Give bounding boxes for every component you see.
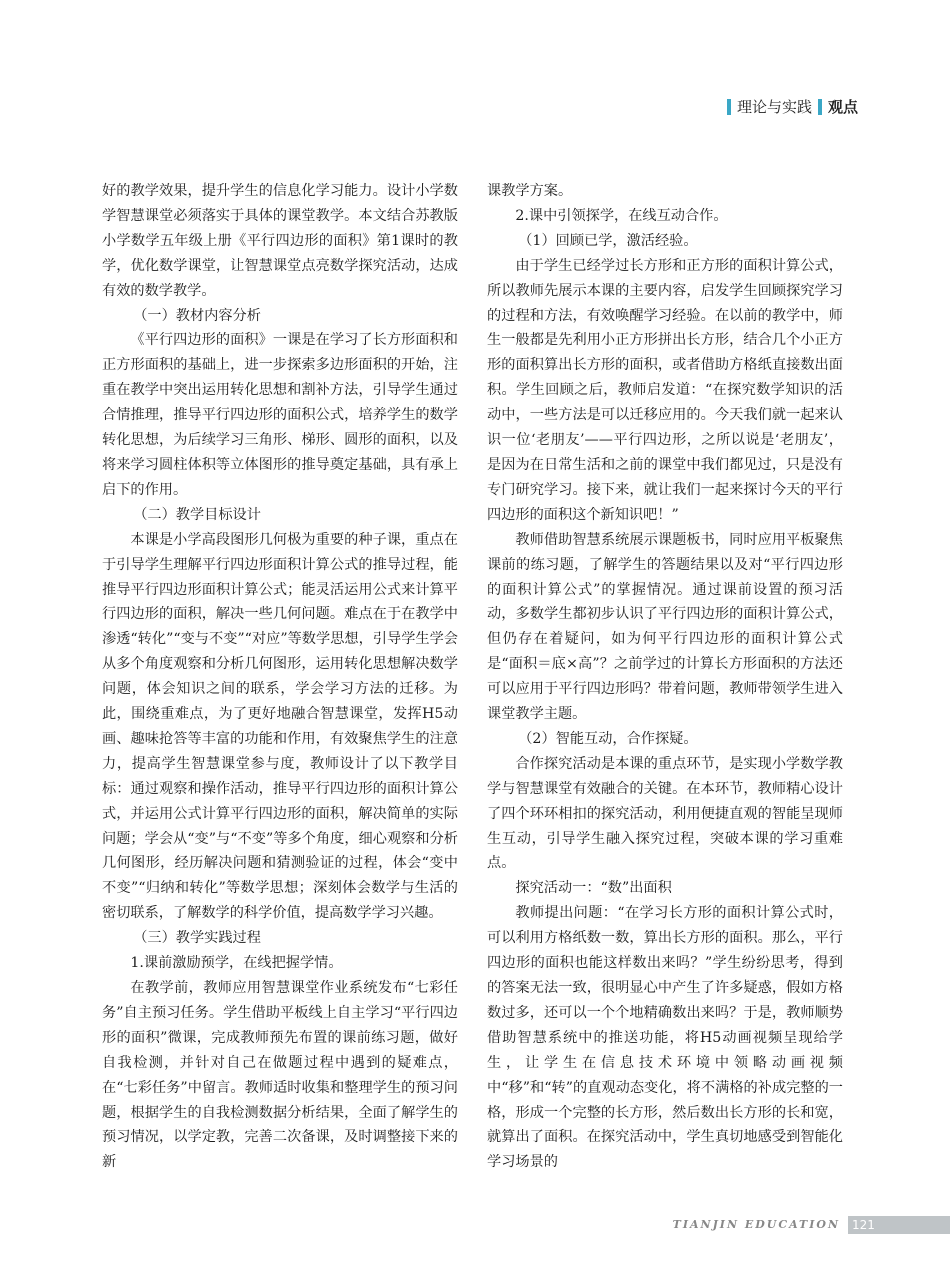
paragraph: 好的教学效果，提升学生的信息化学习能力。设计小学数学智慧课堂必须落实于具体的课堂教学。本文结合苏教版小学数学五年级上册《平行四边形的面积》第1课时的教学，优化数学课堂，让智慧课堂点亮数学探究活动，达成有效的数学教学。 [102,183,458,299]
paragraph: 2.课中引领探学，在线互动合作。 [515,207,728,224]
paragraph: 《平行四边形的面积》一课是在学习了长方形面积和正方形面积的基础上，进一步探索多边形面积的开始，注重在教学中突出运用转化思想和割补方法，引导学生通过合情推理，推导平行四边形的面积公式，培养学生的数学转化思想，为后续学习三角形、梯形、圆形的面积，以及将来学习圆柱体积等立体图形的推导奠定基础，具有承上启下的作用。 [102,332,458,498]
page-footer [0,1216,950,1234]
paragraph: （1）回顾已学，激活经验。 [518,232,698,249]
paragraph: 教师提出问题：“在学习长方形的面积计算公式时，可以利用方格纸数一数，算出长方形的面积。那么，平行四边形的面积也能这样数出来吗？”学生纷纷思考，得到的答案无法一致，很明显心中产生了许多疑惑，假如方格数过多，还可以一个个地精确数出来吗？于是，教师顺势借助智慧系统中的推送功能，将H5动画视频呈现给学生，让学生在信息技术环境中领略动画视频中“移”和“转”的直观动态变化，将不满格的补成完整的一格，形成一个完整的长方形，然后数出长方形的长和宽，就算出了面积。在探究活动中，学生真切地感受到智能化学习场景的 [487,905,843,1171]
header-section: 观点 [827,98,858,116]
paragraph: 合作探究活动是本课的重点环节，是实现小学数学教学与智慧课堂有效融合的关键。在本环节，教师精心设计了四个环环相扣的探究活动，利用便捷直观的智能呈现师生互动，引导学生融入探究过程，突破本课的学习重难点。 [487,755,843,872]
paragraph: 本课是小学高段图形几何极为重要的种子课，重点在于引导学生理解平行四边形面积计算公式的推导过程，能推导平行四边形面积计算公式；能灵活运用公式来计算平行四边形的面积，解决一些几何问题。难点在于在教学中渗透“转化”“变与不变”“对应”等数学思想，引导学生学会从多个角度观察和分析几何图形，运用转化思想解决数学问题，体会知识之间的联系，学会学习方法的迁移。为此，围绕重难点，为了更好地融合智慧课堂，发挥H5动画、趣味抢答等丰富的功能和作用，有效聚焦学生的注意力，提高学生智慧课堂参与度，教师设计了以下教学目标：通过观察和操作活动，推导平行四边形的面积计算公式，并运用公式计算平行四边形的面积，解决简单的实际问题；学会从“变”与“不变”等多个角度，细心观察和分析几何图形，经历解决问题和猜测验证的过程，体会“变中不变”“归纳和转化”等数学思想；深刻体会数学与生活的密切联系，了解数学的科学价值，提高数学学习兴趣。 [102,531,458,922]
paragraph: 1.课前激励预学，在线把握学情。 [130,955,343,972]
paragraph: （二）教学目标设计 [133,506,261,523]
paragraph: （2）智能互动，合作探疑。 [518,730,698,747]
right-column [487,179,843,1175]
page-number: 121 [848,1216,950,1234]
paragraph: 探究活动一：“数”出面积 [515,880,672,897]
footer-brand: TIANJIN EDUCATION [672,1218,840,1231]
paragraph: （三）教学实践过程 [133,930,261,947]
paragraph: 课教学方案。 [487,183,573,199]
paragraph: 教师借助智慧系统展示课题板书，同时应用平板聚焦课前的练习题，了解学生的答题结果以及对“平行四边形的面积计算公式”的掌握情况。通过课前设置的预习活动，多数学生都初步认识了平行四边形的面积计算公式，但仍存在着疑问，如为何平行四边形的面积计算公式是“面积＝底×高”？之前学过的计算长方形面积的方法还可以应用于平行四边形吗？带着问题，教师带领学生进入课堂教学主题。 [487,531,843,723]
paragraph: 由于学生已经学过长方形和正方形的面积计算公式，所以教师先展示本课的主要内容，启发学生回顾探究学习的过程和方法，有效唤醒学习经验。在以前的教学中，师生一般都是先利用小正方形拼出长方形，结合几个小正方形的面积算出长方形的面积，或者借助方格纸直接数出面积。学生回顾之后，教师启发道：“在探究数学知识的活动中，一些方法是可以迁移应用的。今天我们就一起来认识一位‘老朋友’——平行四边形，之所以说是‘老朋友’，是因为在日常生活和之前的课堂中我们都见过，只是没有专门研究学习。接下来，就让我们一起来探讨今天的平行四边形的面积这个新知识吧！” [487,257,843,523]
header-category: 理论与实践 [736,98,812,116]
header-bar-icon [818,99,822,115]
paragraph: 在教学前，教师应用智慧课堂作业系统发布“七彩任务”自主预习任务。学生借助平板线上自主学习“平行四边形的面积”微课，完成教师预先布置的课前练习题，做好自我检测，并针对自己在做题过程中遇到的疑难点，在“七彩任务”中留言。教师适时收集和整理学生的预习问题，根据学生的自我检测数据分析结果，全面了解学生的预习情况，以学定教，完善二次备课，及时调整接下来的新 [102,980,458,1171]
left-column [102,179,458,1175]
paragraph: （一）教材内容分析 [133,307,261,324]
running-header [727,96,858,117]
header-bar-icon [727,99,731,115]
